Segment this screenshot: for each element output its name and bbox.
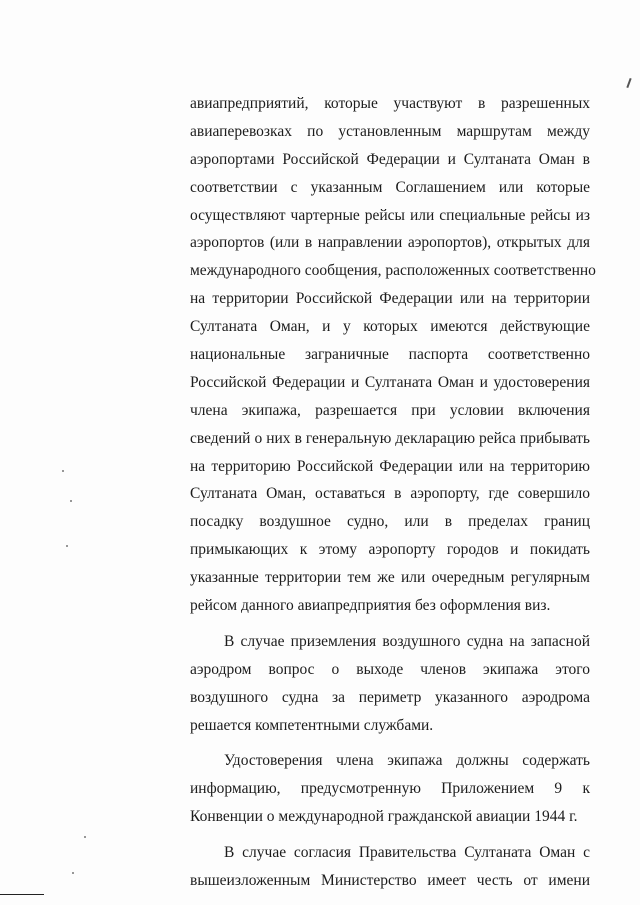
scan-mark bbox=[626, 78, 631, 88]
text-line: авиаперевозках по установленным маршрутам между bbox=[190, 122, 590, 140]
text-line: Российской Федерации и Султаната Оман и удостоверения bbox=[190, 373, 590, 391]
scan-speck bbox=[66, 545, 68, 547]
scan-speck bbox=[62, 470, 64, 472]
footer-rule bbox=[0, 894, 44, 895]
scan-speck bbox=[70, 500, 72, 502]
text-line: члена экипажа, разрешается при условии включения bbox=[190, 401, 590, 419]
scan-speck bbox=[72, 872, 74, 874]
paragraph-first-line: В случае согласия Правительства Султаната Оман с bbox=[224, 844, 590, 862]
text-line: вышеизложенным Министерство имеет честь от имени bbox=[190, 872, 590, 890]
text-line: Султаната Оман, оставаться в аэропорту, где совершило bbox=[190, 485, 590, 503]
text-line: сведений о них в генеральную декларацию рейса прибывать bbox=[190, 429, 590, 447]
body-text bbox=[190, 90, 596, 895]
text-line: посадку воздушное судно, или в пределах границ bbox=[190, 513, 590, 531]
text-line: на территорию Российской Федерации или на территорию bbox=[190, 457, 590, 475]
paragraph-first-line: В случае приземления воздушного судна на запасной bbox=[224, 632, 590, 650]
text-line: соответствии с указанным Соглашением или которые bbox=[190, 178, 590, 196]
text-line: примыкающих к этому аэропорту городов и покидать bbox=[190, 541, 590, 559]
scan-speck bbox=[84, 836, 86, 838]
text-line: рейсом данного авиапредприятия без оформления виз. bbox=[190, 597, 551, 615]
text-line: на территории Российской Федерации или на территории bbox=[190, 290, 590, 308]
text-line: аэропортов (или в направлении аэропортов), открытых для bbox=[190, 234, 590, 252]
text-line: международного сообщения, расположенных соответственно bbox=[190, 262, 596, 280]
text-line: Султаната Оман, и у которых имеются действующие bbox=[190, 318, 590, 336]
text-line: указанные территории тем же или очередным регулярным bbox=[190, 569, 590, 587]
text-line: Конвенции о международной гражданской авиации 1944 г. bbox=[190, 808, 578, 826]
text-line: осуществляют чартерные рейсы или специальные рейсы из bbox=[190, 206, 590, 224]
text-line: аэродром вопрос о выходе членов экипажа этого bbox=[190, 660, 590, 678]
text-line: информацию, предусмотренную Приложением 9 к bbox=[190, 780, 590, 798]
text-line: национальные заграничные паспорта соответственно bbox=[190, 346, 590, 364]
text-line: авиапредприятий, которые участвуют в разрешенных bbox=[190, 95, 590, 112]
text-line: воздушного судна за периметр указанного аэродрома bbox=[190, 688, 590, 706]
paragraph-first-line: Удостоверения члена экипажа должны содержать bbox=[224, 752, 590, 770]
text-line: аэропортами Российской Федерации и Султаната Оман в bbox=[190, 150, 590, 168]
text-line: решается компетентными службами. bbox=[190, 716, 434, 734]
